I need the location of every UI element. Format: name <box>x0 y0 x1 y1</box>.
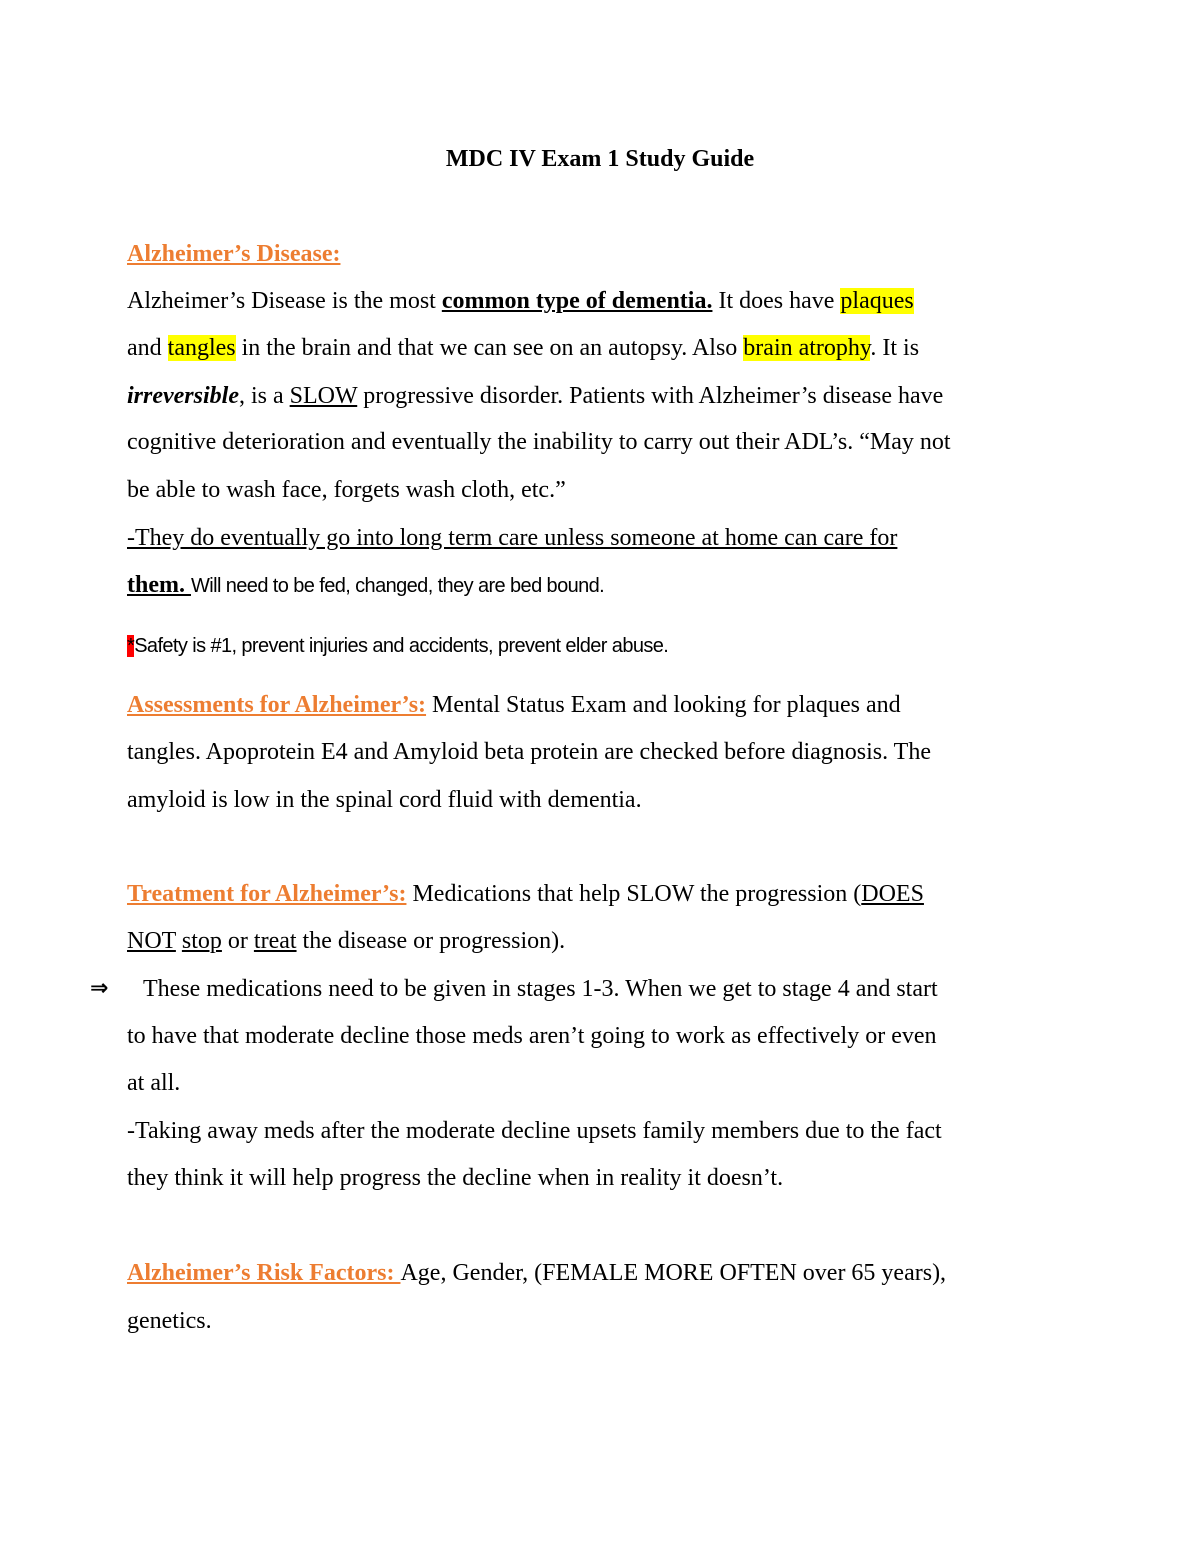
red-asterisk: * <box>127 635 135 657</box>
text-run: Mental Status Exam and looking for plaques and <box>426 692 901 718</box>
paragraph-line: -Taking away meds after the moderate decline upsets family members due to the fact <box>127 1118 942 1144</box>
underlined-text: treat <box>253 928 297 954</box>
text-run: progressive disorder. Patients with Alzheimer’s disease have <box>357 383 944 409</box>
heading-text: Alzheimer’s Risk Factors: <box>127 1260 401 1286</box>
paragraph-line: genetics. <box>127 1308 212 1334</box>
paragraph-line <box>127 523 897 553</box>
text-run: Age, Gender, (FEMALE MORE OFTEN over 65 years), <box>400 1260 947 1286</box>
heading-text: Alzheimer’s Disease: <box>127 241 341 267</box>
arrow-bullet-icon: ⇒ <box>90 976 109 1001</box>
underlined-text: NOT <box>127 928 176 954</box>
safety-note <box>127 630 668 661</box>
underlined-text: DOES <box>861 881 924 907</box>
section-heading-risk-factors <box>127 1258 946 1288</box>
text-run: , is a <box>238 383 290 409</box>
paragraph-line <box>127 570 604 601</box>
paragraph-line: cognitive deterioration and eventually the inability to carry out their ADL’s. “May not <box>127 429 951 455</box>
underlined-text: SLOW <box>289 383 358 409</box>
heading-text: Assessments for Alzheimer’s: <box>127 692 427 718</box>
emphasis-text: them. <box>127 572 191 598</box>
heading-text: Treatment for Alzheimer’s: <box>127 881 407 907</box>
underlined-text: -They do eventually go into long term care unless someone at home can care for <box>127 525 898 551</box>
paragraph-line <box>127 381 943 411</box>
underlined-text: stop <box>181 928 222 954</box>
section-heading-alzheimers <box>127 239 340 269</box>
page-title: MDC IV Exam 1 Study Guide <box>445 146 755 172</box>
highlighted-text: brain atrophy <box>743 335 871 361</box>
text-run: Medications that help SLOW the progression ( <box>406 881 862 907</box>
text-run: . It is <box>870 335 920 361</box>
paragraph-line: tangles. Apoprotein E4 and Amyloid beta protein are checked before diagnosis. The <box>127 739 931 765</box>
paragraph-line <box>127 286 914 316</box>
paragraph-line <box>127 333 919 363</box>
highlighted-text: tangles <box>167 335 236 361</box>
text-run: or <box>221 928 254 954</box>
note-text: Safety is #1, prevent injuries and accidents, prevent elder abuse. <box>134 635 669 657</box>
text-run: in the brain and that we can see on an autopsy. Also <box>235 335 744 361</box>
paragraph-line: to have that moderate decline those meds aren’t going to work as effectively or even <box>127 1023 937 1049</box>
emphasis-text: irreversible <box>127 383 239 409</box>
paragraph-line: amyloid is low in the spinal cord fluid with dementia. <box>127 787 642 813</box>
paragraph-line: at all. <box>127 1070 181 1096</box>
section-heading-treatment <box>127 879 924 909</box>
paragraph-line: they think it will help progress the decline when in reality it doesn’t. <box>127 1165 784 1191</box>
emphasis-text: common type of dementia. <box>441 288 713 314</box>
text-run: the disease or progression). <box>296 928 566 954</box>
text-run: Alzheimer’s Disease is the most <box>127 288 442 314</box>
paragraph-line: be able to wash face, forgets wash cloth, etc.” <box>127 477 566 503</box>
note-text: Will need to be fed, changed, they are bed bound. <box>190 575 605 597</box>
highlighted-text: plaques <box>840 288 914 314</box>
paragraph-line: These medications need to be given in stages 1-3. When we get to stage 4 and start <box>143 976 938 1002</box>
text-run: It does have <box>712 288 841 314</box>
paragraph-line <box>127 926 565 956</box>
text-run: and <box>127 335 168 361</box>
section-heading-assessments <box>127 690 901 720</box>
